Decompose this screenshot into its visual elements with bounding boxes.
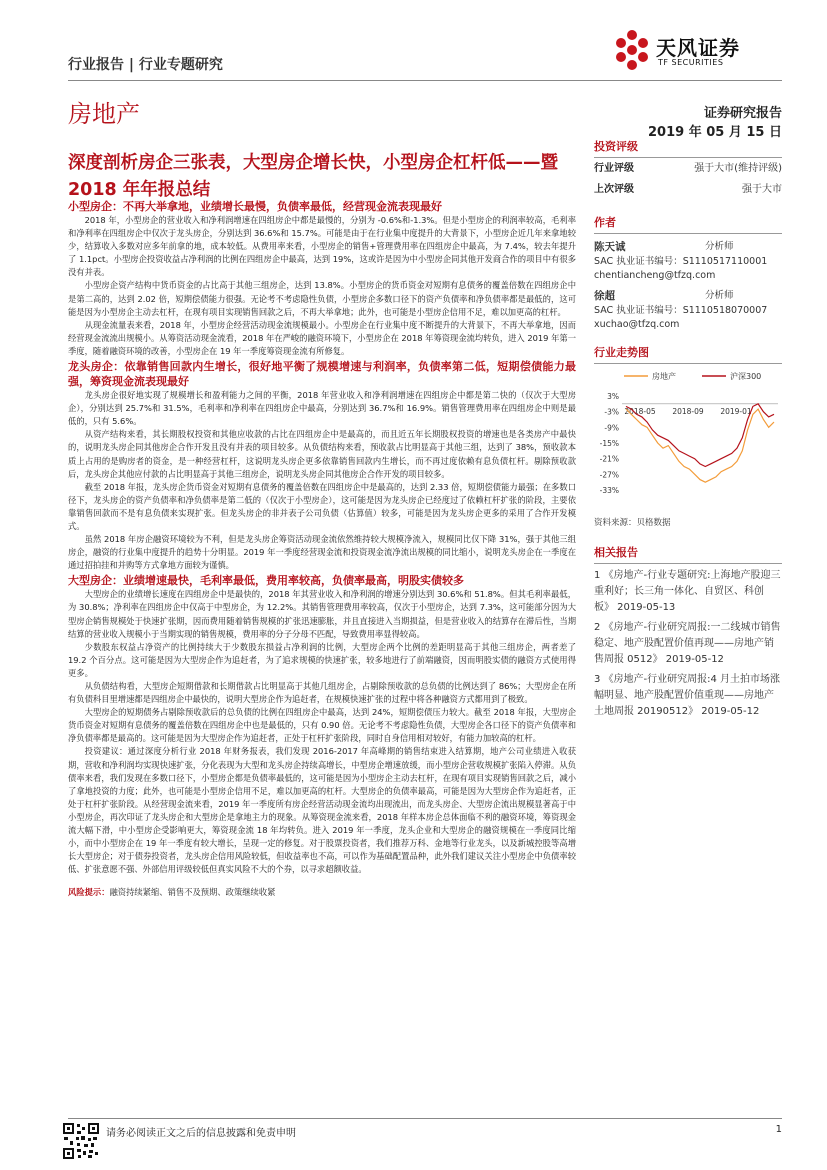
company-logo: [612, 26, 782, 72]
y-tick-label: -9%: [604, 423, 619, 433]
x-tick-label: 2018-05: [624, 406, 656, 416]
section-heading: 小型房企：不再大举拿地，业绩增长最慢，负债率最低，经营现金流表现最好: [68, 200, 442, 213]
logo-text-cn: 天风证券: [656, 36, 740, 60]
legend-label: 房地产: [652, 372, 676, 381]
body-paragraph: 小型房企资产结构中货币资金的占比高于其他三组房企，达到 13.8%。小型房企的货币资金对短期有息债务的覆盖倍数在四组房企中是第二高的，达到 2.02 倍，短期偿债能力很强。无论考不考虑隐性负债，小型房企多数口径下的资产负债率和净负债率都是最低的，这可能是因为小型房企主动去杠杆，在现有项目实现销售回款之后，不再大举拿地；此外，也可能是小型房企信用不足，难以加更高的杠杆。: [68, 280, 576, 317]
author-name: 陈天诚: [594, 241, 626, 253]
body-paragraph: 少数股东权益占净资产的比例持续大于少数股东损益占净利润的比例，大型房企两个比例的差距明显高于其他三组房企，两者差了 19.2 个百分点。这可能是因为大型房企作为追赶者，为了追求规模的快速扩张，较多地进行了前端融资，因而明股实债的融资方式使用得更多。: [68, 641, 576, 678]
trend-chart-section: [594, 344, 782, 364]
report-body: [68, 198, 576, 900]
body-paragraph: 从负债结构看，大型房企短期借款和长期借款占比明显高于其他几组房企，占剔除预收款的总负债的比例达到了 86%；大型房企在所有负债科目里增速都是四组房企中最快的，说明大型房企作为追赶者，在规模快速扩张的过程中将各种融资方式都用到了极致。: [68, 681, 576, 705]
risk-text: 融资持续紧缩、销售不及预期、政策继续收紧: [109, 887, 276, 898]
y-tick-label: -33%: [599, 486, 619, 495]
chart-source: 资料来源：贝格数据: [594, 518, 671, 528]
author-email[interactable]: xuchao@tfzq.com: [594, 319, 680, 330]
disclaimer-note: 请务必阅读正文之后的信息披露和免责申明: [106, 1128, 296, 1139]
y-tick-label: -15%: [599, 439, 619, 448]
legend-label: 沪深300: [730, 372, 762, 381]
related-heading: 相关报告: [594, 544, 782, 564]
body-paragraph: 大型房企的短期债务占剔除预收款后的总负债的比例在四组房企中最高，达到 24%，短期偿债压力较大。截至 2018 年报，大型房企货币资金对短期有息债务的覆盖倍数在四组房企中也是最低的，只有 0.90 倍。无论考不考虑隐性负债，大型房企各口径下的资产负债率和净负债率都是最高的。这可能是因为大型房企作为追赶者，正处于杠杆扩张阶段，同时自身信用相对较好，有能力加较高的杠杆。: [68, 707, 576, 744]
section-heading: 大型房企：业绩增速最快，毛利率最低，费用率较高，负债率最高，明股实债较多: [68, 574, 464, 588]
body-paragraph: 2018 年，小型房企的营业收入和净利润增速在四组房企中都是最慢的，分别为 -0.6%和-1.3%。但是小型房企的利润率较高，毛利率和净利率在四组房企中仅次于龙头房企，分别达到 36.6%和 15.7%。可能是由于在行业集中度提升的大背景下，小型房企近几年来拿地较少，结算收入多数对应多年前拿的地，成本较低。从费用率来看，小型房企的销售+管理费用率在四组房企中最高，为 7.4%，较去年提升了 1.1pct。小型房企投资收益占净利润的比例在四组房企中最高，达到 19%，这或许是因为中小型房企同其他开发商合作的项目中有很多没有并表。: [68, 215, 576, 278]
body-paragraph: 从资产结构来看，其长期股权投资和其他应收款的占比在四组房企中是最高的，而且近五年长期股权投资的增速也是各类房产中最快的，说明龙头房企同其他房企合作开发且没有并表的项目较多。从负债结构来看，预收款占比明显高于其他三组，达到了 38%，预收款本质上占用的是购房者的资金，是一种经营杠杆，这说明龙头房企更多依靠销售回款内生增长，而不再过度依赖有息负债杠杆。剔除预收款后，龙头房企其他应付款的占比明显高于其他三组房企，说明龙头房企同其他房企合作开发的项目较多。: [68, 429, 576, 479]
y-tick-label: -21%: [599, 454, 619, 464]
related-reports: [594, 544, 782, 720]
header-divider: [68, 80, 782, 81]
footer-divider: [68, 1118, 782, 1119]
authors-section: [594, 214, 782, 332]
report-title: 深度剖析房企三张表，大型房企增长快，小型房企杠杆低——暨 2018 年年报总结: [68, 153, 558, 200]
y-tick-label: -3%: [604, 407, 619, 417]
body-paragraph: 从现金流量表来看，2018 年，小型房企经营活动现金流规模最小。小型房企在行业集中度不断提升的大背景下，不再大举拿地，因而经营现金流流出规模小。从筹资活动现金流看，2018 年在严峻的融资环境下，小型房企在 2018 年筹资现金流均转负，进入 2019 年第一季度，随着融资环境的改善，小型房企在 19 年一季度筹资现金流有所修复。: [68, 319, 576, 356]
trend-chart: [594, 362, 782, 512]
report-kind: 证券研究报告: [703, 106, 782, 121]
report-date: 2019 年 05 月 15 日: [648, 125, 782, 140]
author-1: [594, 240, 782, 283]
related-report-item[interactable]: 2 《房地产-行业研究周报:一二线城市销售稳定、地产股配置价值再现——房地产销售周报 0512》 2019-05-12: [594, 622, 781, 665]
rating-row-industry: [594, 158, 782, 179]
related-report-item[interactable]: 1 《房地产-行业专题研究:上海地产股迎三重利好；长三角一体化、自贸区、科创板》 2019-05-13: [594, 570, 781, 613]
authors-heading: 作者: [594, 214, 782, 234]
section-heading: 龙头房企：依靠销售回款内生增长，很好地平衡了规模增速与利润率，负债率第二低，短期偿债能力最强，筹资现金流表现最好: [68, 360, 576, 389]
rating-label: 行业评级: [594, 163, 634, 174]
rating-label: 上次评级: [594, 184, 634, 195]
series-line: [624, 406, 774, 482]
author-2: [594, 289, 782, 332]
related-report-item[interactable]: 3 《房地产-行业研究周报:4 月土拍市场涨幅明显、地产股配置价值重现——房地产土地周报 20190512》 2019-05-12: [594, 674, 781, 717]
risk-warning: [68, 886, 576, 899]
body-paragraph: 龙头房企很好地实现了规模增长和盈利能力之间的平衡，2018 年营业收入和净利润增速在四组房企中都是第二快的（仅次于大型房企），分别达到 25.7%和 31.5%，毛利率和净利率在四组房企中最高，分别达到 36.7%和 16.9%。销售管理费用率在四组房企中则是最低的，只有 5.6%。: [68, 390, 576, 427]
y-tick-label: -27%: [599, 470, 619, 480]
author-sac: SAC 执业证书编号：S1110517110001: [594, 256, 768, 267]
logo-icon: [612, 26, 652, 72]
logo-text-en: TF SECURITIES: [658, 58, 724, 67]
y-tick-label: 3%: [607, 392, 619, 401]
x-tick-label: 2019-01: [720, 406, 752, 416]
body-paragraph: 投资建议：通过深度分析行业 2018 年财务报表，我们发现 2016-2017 年高峰期的销售结束进入结算期，地产公司业绩进入收获期，营收和净利润均实现快速扩张，分化表现为大型和龙头房企持续高增长，中型房企增速放缓，而小型房企营收规模扩张陷入停滞。从负债率来看，我们发现在多数口径下，小型房企都是负债率最低的，这可能是因为小型房企主动去杠杆，在现有项目实现销售回款之后，减小了拿地投资的力度；此外，也可能是小型房企信用不足，难以加更高的杠杆。大型房企的负债率最高，可能是因为大型房企作为追赶者，正处于杠杆扩张阶段。从经营现金流来看，2019 年一季度所有房企经营活动现金流均出现流出，而龙头房企、大型房企流出规模显著高于中小型房企，再次印证了龙头房企和大型房企是拿地主力的现象。从筹资现金流来看，2018 年样本房企总体面临不利的融资环境，筹资现金流大幅下滑，中小型房企受影响更大，筹资现金流 18 年均转负。进入 2019 年一季度，龙头企业和大型房企的融资规模在一季度同比缩小，而中小型房企在 19 年一季度有较大增长，呈现一定的修复。对于股票投资者，我们推荐万科、金地等行业龙头，以及新城控股等高增长大型房企；对于债券投资者，龙头房企信用风险较低，但收益率也不高，可以作为基础配置品种，此外我们建议关注小型房企中负债率较低、扩张意愿不强、外部信用评级较低但真实风险不大的个券，以寻求超额收益。: [68, 746, 576, 875]
author-role: 分析师: [705, 241, 734, 252]
author-name: 徐超: [594, 290, 615, 302]
page-number: 1: [775, 1124, 782, 1135]
qr-code-icon: [62, 1122, 100, 1160]
author-email[interactable]: chentiancheng@tfzq.com: [594, 270, 716, 281]
author-role: 分析师: [705, 290, 734, 301]
report-type: 行业报告 | 行业专题研究: [68, 57, 223, 73]
rating-value: 强于大市(维持评级): [694, 163, 782, 174]
industry-name: 房地产: [68, 100, 140, 128]
body-paragraph: 大型房企的业绩增长速度在四组房企中是最快的，2018 年其营业收入和净利润的增速分别达到 30.6%和 51.8%。但其毛利率最低，为 30.8%；净利率在四组房企中仅高于中型房企，为 12.2%。其销售管理费用率较高，仅次于小型房企，达到 7.3%，这可能部分因为大型房企销售规模处于快速扩张期，因而费用随着销售规模的扩张迅速膨胀，并且直接进入当期损益，但是营业收入的结算存在滞后性，当期结算的营业收入规模小于当期实现的销售规模，费用率的分子分母不匹配，导致费用率显得较高。: [68, 589, 576, 639]
investment-rating: [594, 138, 782, 200]
body-paragraph: 虽然 2018 年房企融资环境较为不利，但是龙头房企筹资活动现金流依然维持较大规模净流入，规模同比仅下降 31%，强于其他三组房企，融资的行业集中度提升的趋势十分明显。2019 年一季度经营现金流和投资现金流净流出规模的同比缩小，说明龙头房企在一季度在通过招拍挂和并购等方式拿地方面较为谨慎。: [68, 534, 576, 571]
trend-chart-heading: 行业走势图: [594, 344, 782, 364]
risk-label: 风险提示：: [68, 887, 110, 898]
rating-row-previous: [594, 179, 782, 200]
x-tick-label: 2018-09: [672, 406, 704, 416]
author-sac: SAC 执业证书编号：S1110518070007: [594, 305, 768, 316]
rating-heading: 投资评级: [594, 138, 782, 158]
rating-value: 强于大市: [742, 184, 782, 195]
body-paragraph: 截至 2018 年报，龙头房企货币资金对短期有息债务的覆盖倍数在四组房企中是最高的，达到 2.33 倍，短期偿债能力最强；在多数口径下，龙头房企的资产负债率和净负债率是第二低的（仅次于小型房企），这可能是因为龙头房企已经度过了依赖杠杆扩张的阶段，主要依靠销售回款而不是有息负债来实现扩张。但龙头房企的非并表子公司负债（估算值）较多，可能是因为龙头房企更多的采用了合作开发模式。: [68, 481, 576, 531]
